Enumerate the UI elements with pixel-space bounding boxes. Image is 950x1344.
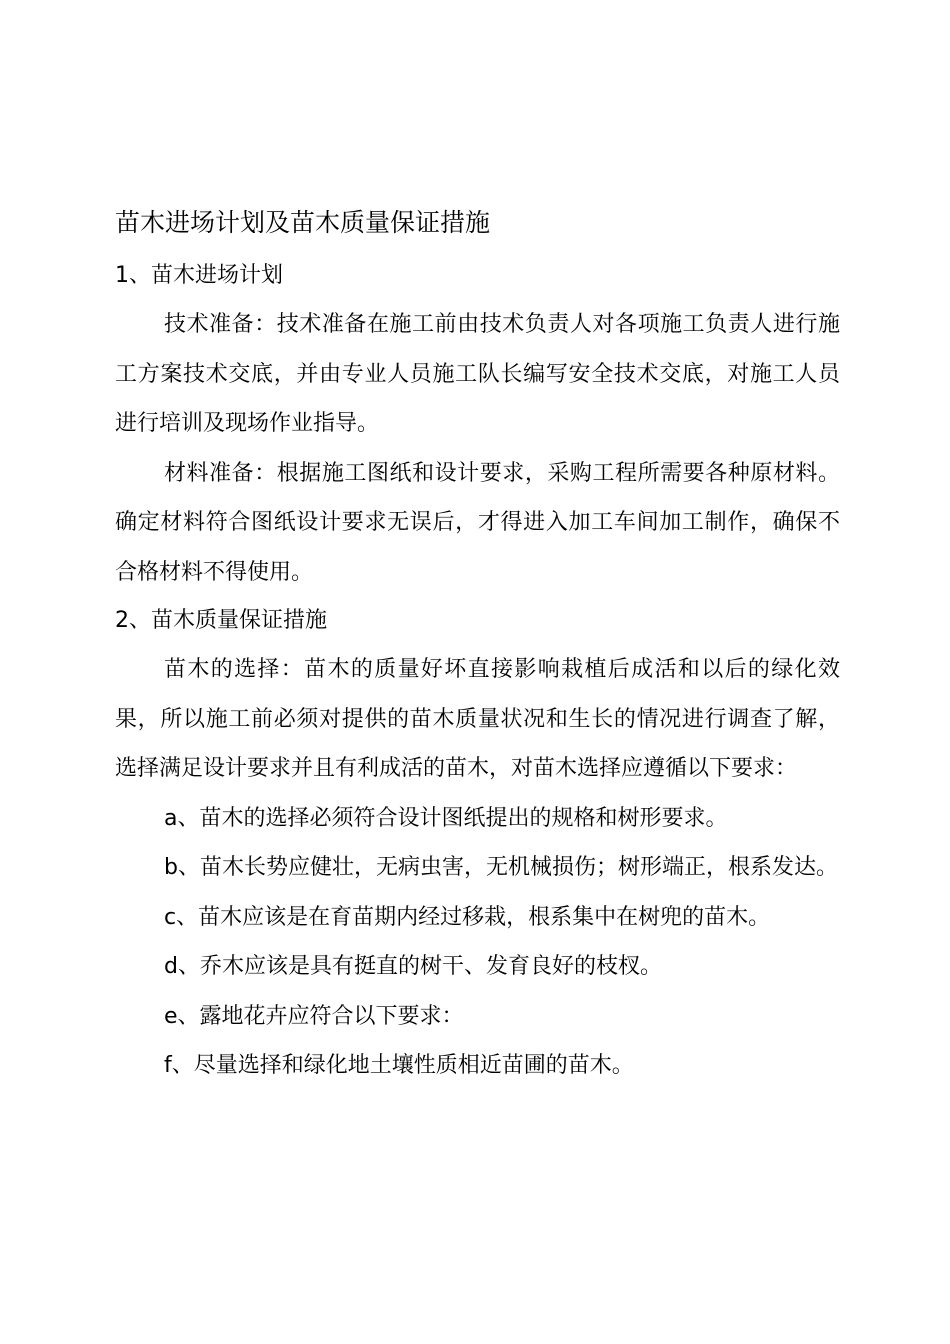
requirement-item-c: c、苗木应该是在育苗期内经过移栽，根系集中在树兜的苗木。 — [164, 904, 771, 930]
requirement-item-f: f、尽量选择和绿化地土壤性质相近苗圃的苗木。 — [164, 1053, 634, 1078]
requirement-item-a: a、苗木的选择必须符合设计图纸提出的规格和树形要求。 — [164, 805, 728, 831]
requirement-item-d: d、乔木应该是具有挺直的树干、发育良好的枝杈。 — [164, 954, 662, 979]
technical-preparation-paragraph: 技术准备：技术准备在施工前由技术负责人对各项施工负责人进行施工方案技术交底，并由专业人员施工队长编写安全技术交底，对施工人员进行培训及现场作业指导。 — [115, 312, 840, 436]
section-2-heading: 2、苗木质量保证措施 — [115, 608, 327, 633]
material-preparation-paragraph: 材料准备：根据施工图纸和设计要求，采购工程所需要各种原材料。确定材料符合图纸设计要求无误后，才得进入加工车间加工制作，确保不合格材料不得使用。 — [115, 460, 840, 585]
document-title: 苗木进场计划及苗木质量保证措施 — [115, 208, 491, 237]
requirement-item-e: e、露地花卉应符合以下要求： — [164, 1003, 464, 1029]
seedling-selection-paragraph: 苗木的选择：苗木的质量好坏直接影响栽植后成活和以后的绿化效果，所以施工前必须对提供的苗木质量状况和生长的情况进行调查了解，选择满足设计要求并且有利成活的苗木，对苗木选择应遵循以下要求： — [115, 657, 840, 781]
document-body — [115, 198, 840, 1091]
section-1-heading: 1、苗木进场计划 — [115, 263, 283, 288]
requirement-item-b: b、苗木长势应健壮，无病虫害，无机械损伤；树形端正，根系发达。 — [164, 855, 838, 880]
